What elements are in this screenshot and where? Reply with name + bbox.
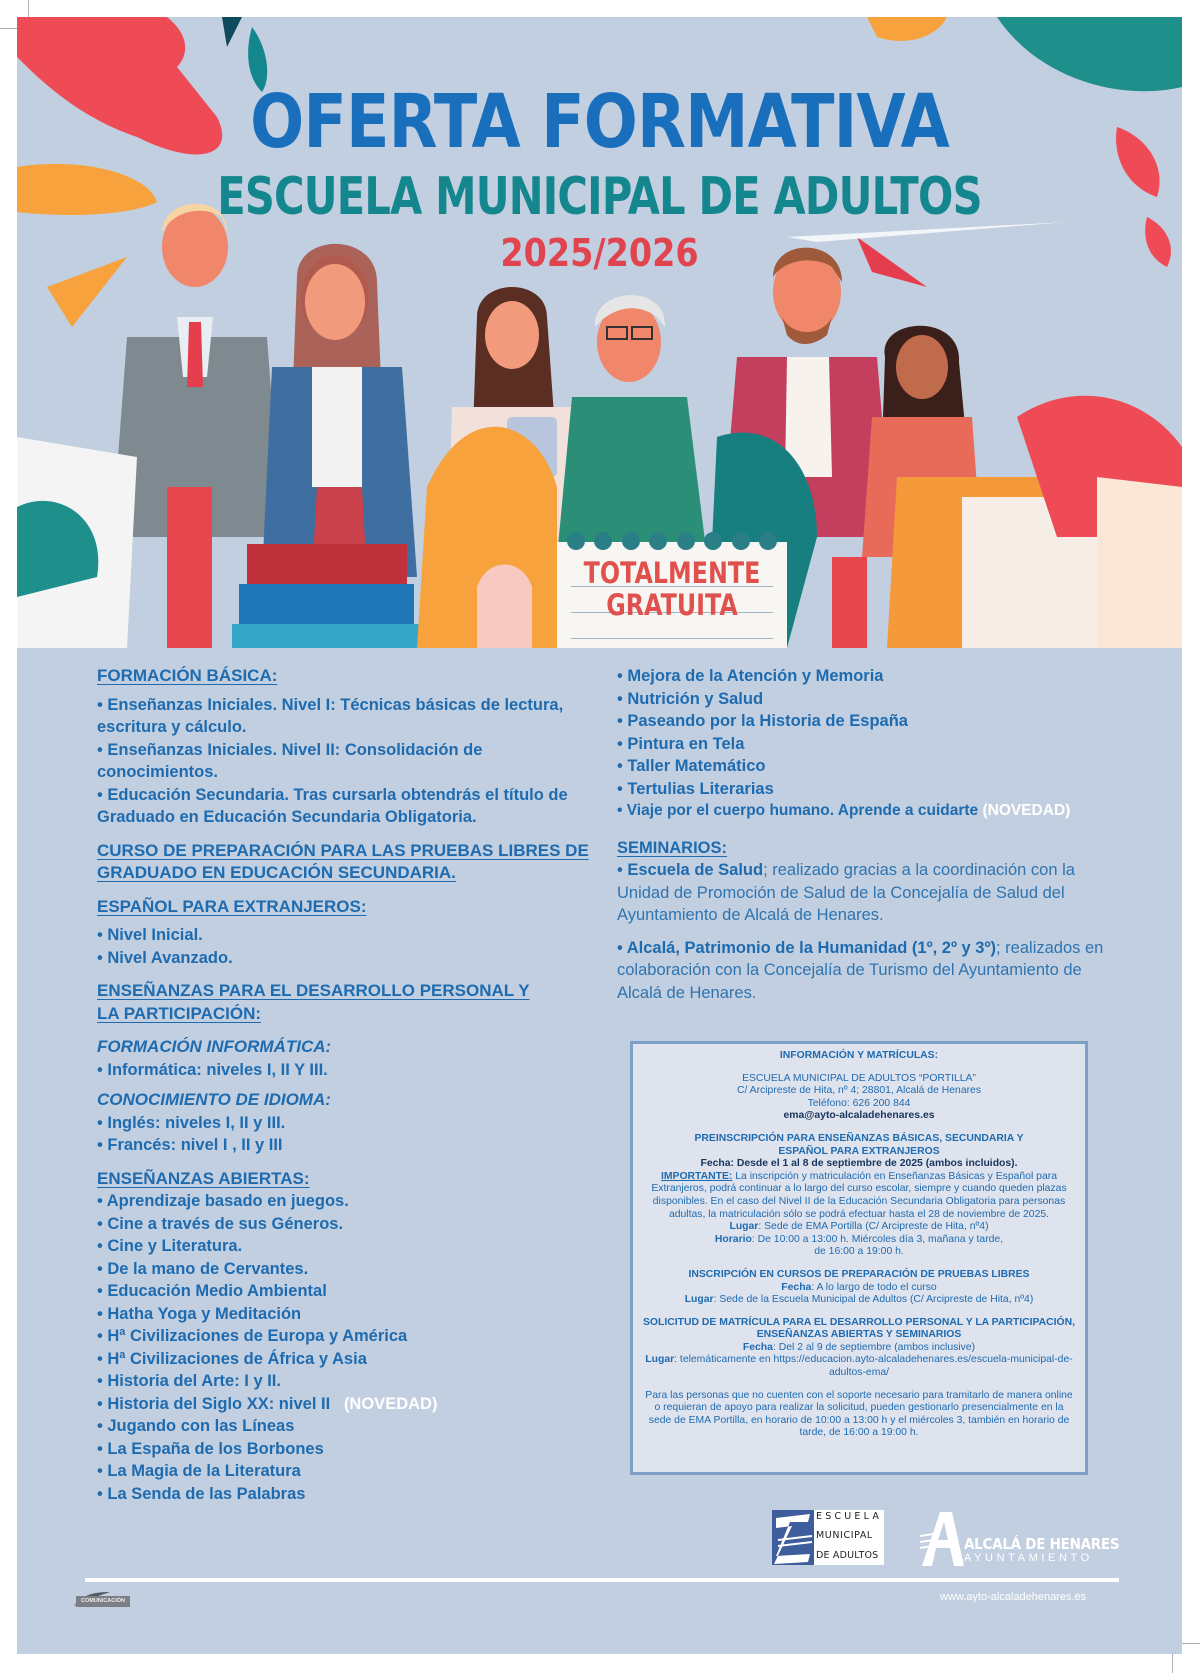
importante-text: La inscripción y matriculación en Enseñanzas Básicas y Español para Extranjeros, podrá continuar a lo largo del curso escolar, siempre y cuando queden plazas disponibles. En el caso del Nivel II de la Educación Secundaria Obligatoria para personas adultas, la matriculación sólo se podrá efectuar hasta el 28 de noviembre de 2025. [651,1170,1067,1220]
list-item: • La Magia de la Literatura [97,1462,301,1480]
alcala-a-icon [920,1510,966,1568]
poster [17,17,1182,1654]
list-item: • Nivel Avanzado. [97,948,233,967]
free-badge [557,542,787,648]
nota: Para las personas que no cuenten con el soporte necesario para tramitarlo de manera online o requieran de apoyo para realizar la solicitud, pueden gestionarlo presencialmente en la sede de EMA Portilla, en horario de 10:00 a 13:00 h y el miércoles 3, también en horario de tarde, de 16:00 a 19:00 h. [645,1389,1073,1439]
list-item: • Cine a través de sus Géneros. [97,1214,344,1233]
list-item-text: • Historia del Siglo XX: nivel II [97,1394,331,1413]
phone: Teléfono: 626 200 844 [807,1097,911,1109]
section-heading: CURSO DE PREPARACIÓN PARA LAS PRUEBAS LIBRES DE [97,840,589,860]
alcala-logo-name: ALCALÁ DE HENARES [964,1535,1120,1553]
novedad-tag: (NOVEDAD) [982,802,1071,819]
horario-text: : De 10:00 a 13:00 h. Miércoles día 3, mañana y tarde, [751,1233,1004,1245]
section-abiertas [97,1168,597,1506]
list-item: • Paseando por la Historia de España [617,712,908,730]
lugar-label: Lugar [729,1221,759,1233]
ema-logo [772,1510,884,1565]
crop-mark [1172,1654,1173,1673]
right-column [617,665,1117,1014]
seminario-desc: ; realizados en colaboración con la Concejalía de Turismo del Ayuntamiento de Alcalá de Henares. [617,938,1104,1002]
address: C/ Arcipreste de Hita, nº 4; 28801, Alcalá de Henares [736,1085,982,1097]
section-heading: ENSEÑANZAS ABIERTAS: [97,1168,310,1188]
list-item: • De la mano de Cervantes. [97,1259,309,1278]
novedad-tag: (NOVEDAD) [343,1394,438,1413]
section-abiertas-continued [617,665,1117,823]
fecha-text: : Del 2 al 9 de septiembre (ambos inclusive) [772,1341,976,1353]
solicitud-heading: ENSEÑANZAS ABIERTAS Y SEMINARIOS [756,1329,962,1341]
pre-fecha: Fecha: Desde el 1 al 8 de septiembre de 2025 (ambos incluidos). [700,1158,1018,1170]
alcala-logo [920,1510,1120,1570]
info-box [630,1041,1088,1475]
pre-heading: ESPAÑOL PARA EXTRANJEROS [778,1145,940,1157]
libres-lugar [643,1294,1075,1307]
ema-logo-line: MUNICIPAL [816,1530,873,1541]
crop-mark [0,28,17,29]
section-informatica [97,1036,597,1081]
email-link[interactable]: ema@ayto-alcaladehenares.es [783,1110,935,1122]
solicitud-heading: SOLICITUD DE MATRÍCULA PARA EL DESARROLLO PERSONAL Y LA PARTICIPACIÓN, [643,1316,1075,1328]
list-item: • Taller Matemático [617,757,766,775]
crop-mark [1182,1643,1200,1644]
list-item: • Informática: niveles I, II Y III. [97,1060,328,1079]
left-column [97,665,597,1516]
seminario-item [617,937,1117,1005]
ema-logo-line: ESCUELA [816,1511,883,1522]
solicitud-lugar [643,1354,1075,1379]
list-item: • Educación Medio Ambiental [97,1282,327,1300]
list-item-text: • Viaje por el cuerpo humano. Aprende a cuidarte [617,802,979,819]
list-item: • Francés: nivel I , II y III [97,1136,283,1154]
comunicacion-logo: COMUNICACIÓN [76,1596,130,1607]
poster-subtitle: ESCUELA MUNICIPAL DE ADULTOS [217,167,982,227]
lugar-text: : Sede de la Escuela Municipal de Adultos (C/ Arcipreste de Hita, nº4) [713,1294,1034,1306]
pre-heading: PREINSCRIPCIÓN PARA ENSEÑANZAS BÁSICAS, SECUNDARIA Y [694,1132,1024,1144]
list-item: • Nutrición y Salud [617,689,764,708]
list-item: • Aprendizaje basado en juegos. [97,1192,349,1210]
seminario-item [617,859,1117,927]
list-item [97,1393,597,1416]
section-idioma [97,1089,597,1157]
list-item: • Jugando con las Líneas [97,1417,295,1435]
section-heading: GRADUADO EN EDUCACIÓN SECUNDARIA. [97,863,456,882]
list-item: • Educación Secundaria. Tras cursarla obtendrás el título de Graduado en Educación Secundaria Obligatoria. [97,785,568,826]
solicitud-fecha [643,1342,1075,1355]
subsection-heading: CONOCIMIENTO DE IDIOMA: [97,1090,331,1109]
list-item: • La España de los Borbones [97,1439,324,1458]
section-heading: SEMINARIOS: [617,838,728,857]
list-item: • Historia del Arte: I y II. [97,1372,281,1390]
list-item: • Hatha Yoga y Meditación [97,1304,302,1323]
section-heading: FORMACIÓN BÁSICA: [97,666,278,685]
ema-logo-line: DE ADULTOS [816,1550,879,1561]
section-heading: LA PARTICIPACIÓN: [97,1003,262,1023]
libres-fecha [643,1282,1075,1295]
school-name: ESCUELA MUNICIPAL DE ADULTOS “PORTILLA” [742,1072,976,1084]
list-item: • Hª Civilizaciones de África y Asia [97,1349,367,1368]
footer-url[interactable]: www.ayto-alcaladehenares.es [940,1591,1087,1603]
lugar-url[interactable]: : telemáticamente en https://educacion.ayto-alcaladehenares.es/escuela-municipal-de-adultos-ema/ [674,1354,1073,1379]
badge-line-2: GRATUITA [606,588,738,622]
libres-heading: INSCRIPCIÓN EN CURSOS DE PREPARACIÓN DE PRUEBAS LIBRES [688,1268,1030,1280]
crop-mark [28,0,29,17]
lugar-text: : Sede de EMA Portilla (C/ Arcipreste de Hita, nº4) [758,1221,989,1233]
list-item: • Tertulias Literarias [617,779,774,798]
info-heading: INFORMACIÓN Y MATRÍCULAS: [779,1050,939,1061]
seminario-title: • Escuela de Salud [617,861,764,879]
section-heading: ENSEÑANZAS PARA EL DESARROLLO PERSONAL Y [97,981,530,1000]
section-curso-preparacion [97,840,597,885]
importante-label: IMPORTANTE: [661,1170,733,1182]
fecha-text: : A lo largo de todo el curso [811,1281,937,1293]
poster-title: OFERTA FORMATIVA [250,79,949,165]
horario-label: Horario [714,1233,752,1245]
section-seminarios [617,837,1117,1005]
list-item: • Nivel Inicial. [97,926,203,944]
section-desarrollo [97,980,597,1025]
seminario-desc: ; realizado gracias a la coordinación con la Unidad de Promoción de Salud de la Concejalía de Salud del Ayuntamiento de Alcalá de Henares. [617,861,1075,924]
ema-logo-icon [772,1510,814,1565]
hero-illustration [17,17,1182,648]
badge-line-1: TOTALMENTE [583,556,761,590]
fecha-label: Fecha [742,1341,773,1353]
lugar-label: Lugar [645,1354,675,1366]
list-item: • Enseñanzas Iniciales. Nivel I: Técnicas básicas de lectura, escritura y cálculo. [97,695,564,736]
footer-divider [85,1578,1119,1582]
section-heading: ESPAÑOL PARA EXTRANJEROS: [97,896,367,916]
section-formacion-basica [97,665,597,829]
list-item: • Inglés: niveles I, II y III. [97,1113,286,1132]
lugar-label: Lugar [684,1294,714,1306]
list-item [617,800,1117,823]
list-item: • Hª Civilizaciones de Europa y América [97,1327,408,1345]
alcala-logo-sub: AYUNTAMIENTO [964,1552,1093,1564]
list-item: • Enseñanzas Iniciales. Nivel II: Consolidación de conocimientos. [97,740,483,781]
pre-horario-2: de 16:00 a 19:00 h. [814,1246,904,1258]
fecha-label: Fecha [781,1281,812,1293]
list-item: • La Senda de las Palabras [97,1484,306,1503]
list-item: • Pintura en Tela [617,734,745,753]
pre-lugar [643,1221,1075,1234]
list-item: • Cine y Literatura. [97,1237,243,1255]
subsection-heading: FORMACIÓN INFORMÁTICA: [97,1037,332,1056]
poster-year: 2025/2026 [500,231,699,275]
list-item: • Mejora de la Atención y Memoria [617,667,884,685]
pre-horario [643,1234,1075,1247]
seminario-title: • Alcalá, Patrimonio de la Humanidad (1º, 2º y 3º) [617,938,997,957]
pre-importante [643,1171,1075,1221]
notepad-holes-icon [567,532,777,552]
section-espanol [97,896,597,970]
